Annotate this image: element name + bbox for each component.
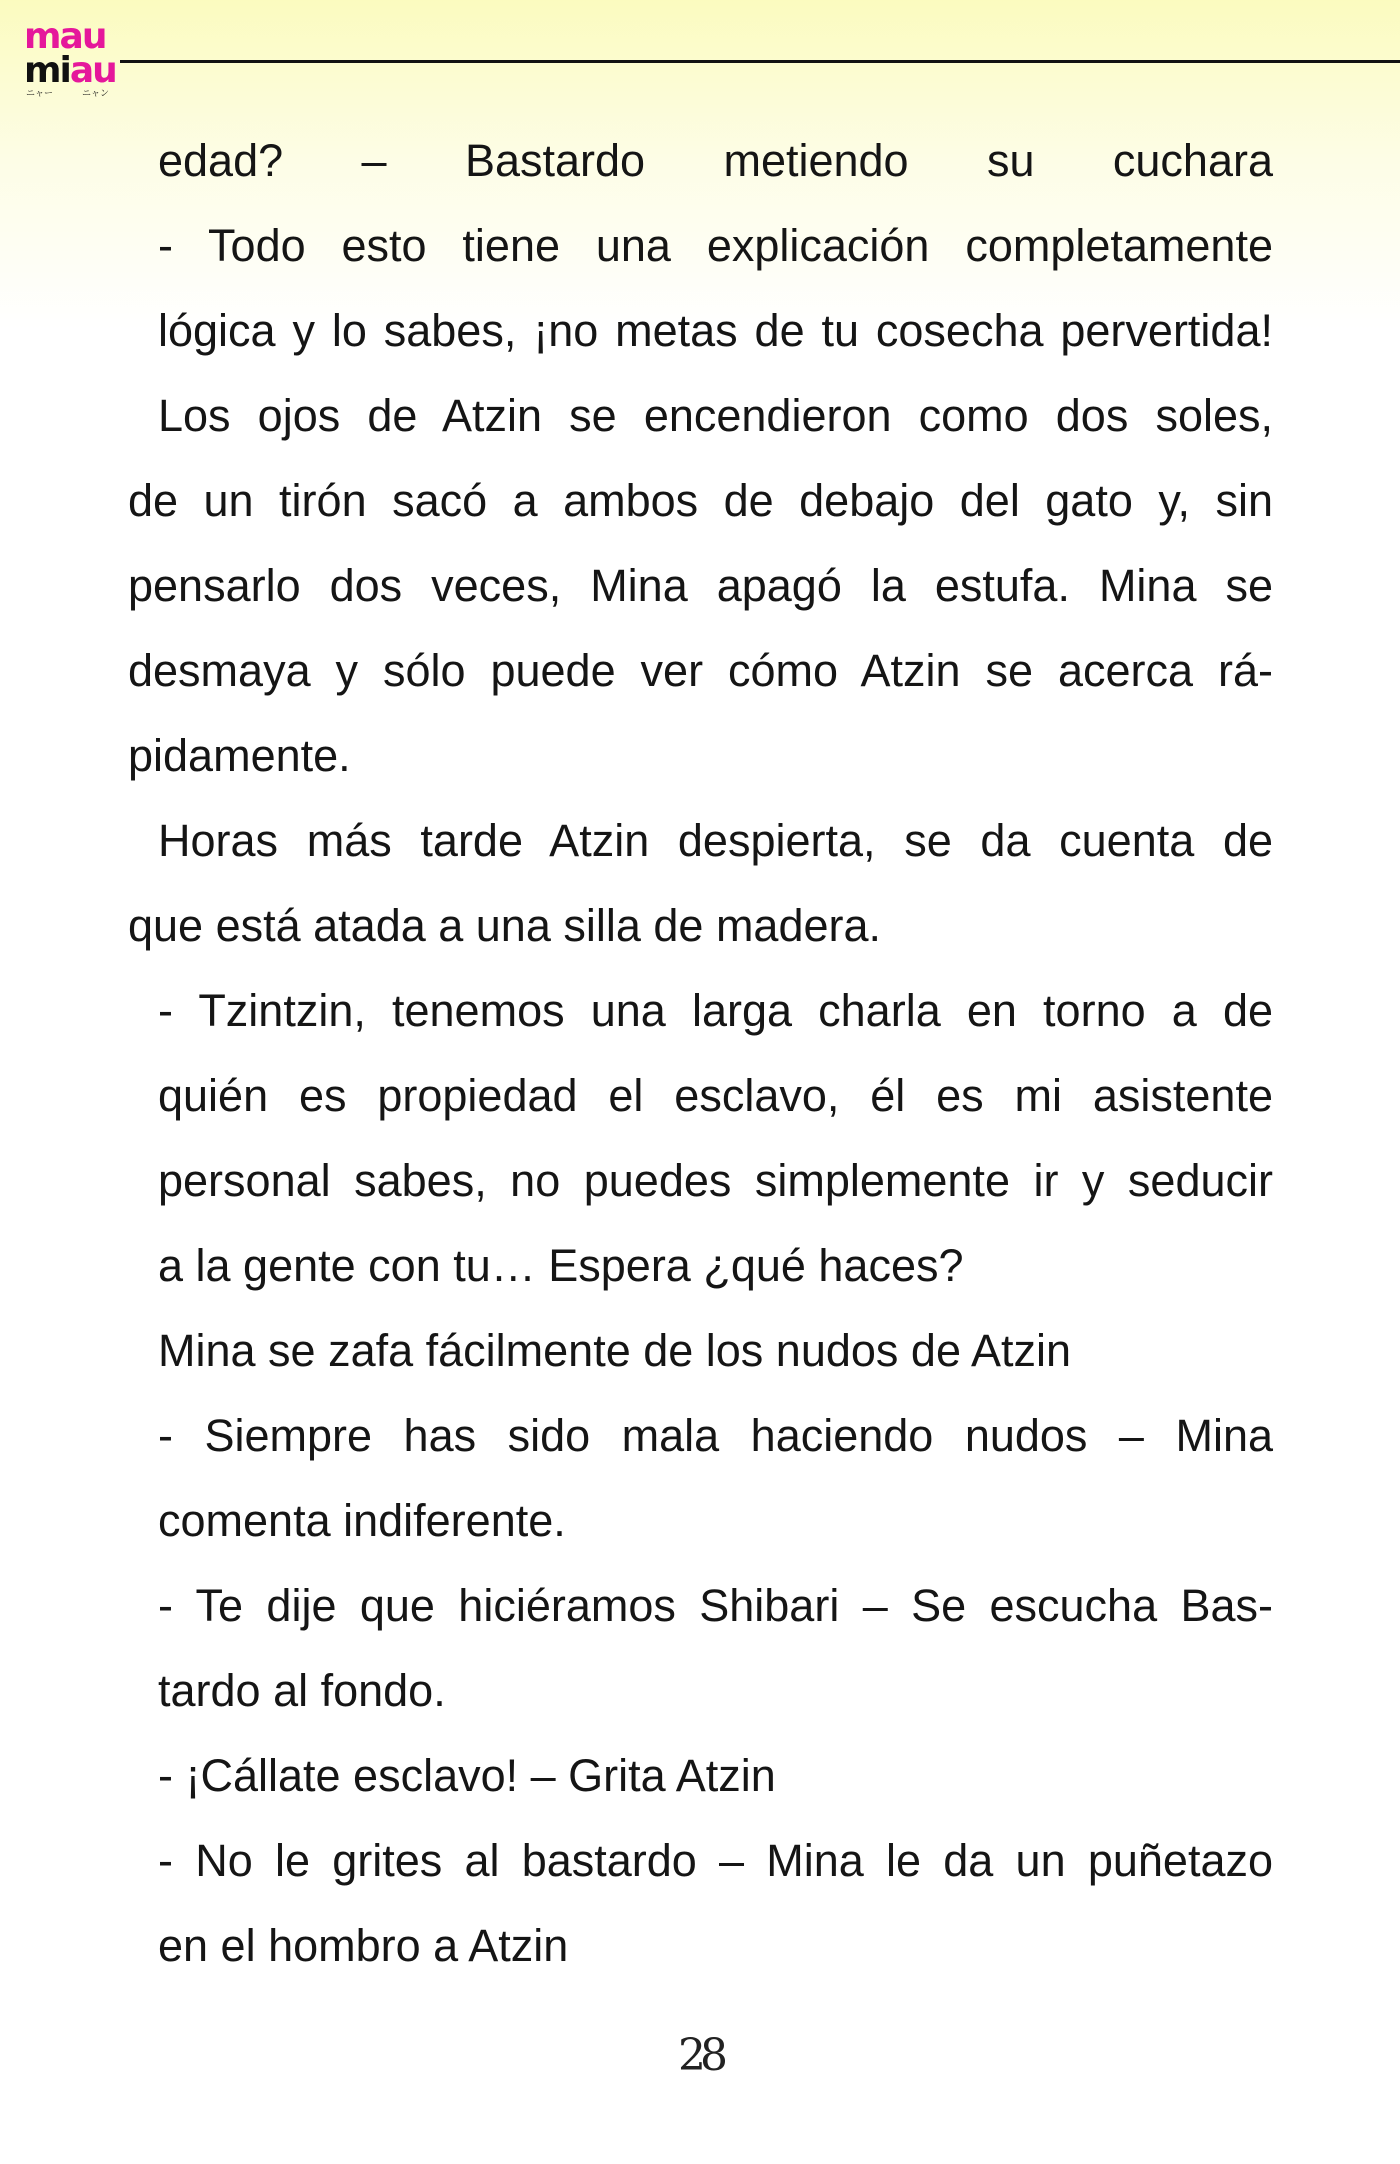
logo-line-2: miau <box>24 50 116 91</box>
text-line: - No le grites al bastardo – Mina le da un puñetazo <box>158 1835 1273 1886</box>
logo-line-1: mau <box>24 22 106 57</box>
text-line: Los ojos de Atzin se encendieron como dos soles, <box>158 390 1273 441</box>
text-line: - Tzintzin, tenemos una larga charla en torno a de <box>158 985 1273 1036</box>
maumiau-logo <box>24 22 132 100</box>
text-line: edad? – Bastardo metiendo su cuchara <box>158 135 1273 186</box>
page-text <box>128 118 1273 1988</box>
text-line: pidamente. <box>128 730 351 781</box>
text-line: - Todo esto tiene una explicación completamente <box>158 220 1273 271</box>
header-rule <box>120 60 1400 63</box>
text-line: desmaya y sólo puede ver cómo Atzin se acerca rá- <box>128 645 1273 696</box>
logo-sub-right: ニャン <box>82 89 110 99</box>
text-line: en el hombro a Atzin <box>158 1920 569 1971</box>
text-line: de un tirón sacó a ambos de debajo del gato y, sin <box>128 475 1273 526</box>
text-line: - Te dije que hiciéramos Shibari – Se escucha Bas- <box>158 1580 1273 1631</box>
text-line: quién es propiedad el esclavo, él es mi asistente <box>158 1070 1273 1121</box>
text-line: comenta indiferente. <box>158 1495 566 1546</box>
text-line: Horas más tarde Atzin despierta, se da cuenta de <box>158 815 1273 866</box>
text-line: Mina se zafa fácilmente de los nudos de Atzin <box>158 1325 1072 1376</box>
text-line: tardo al fondo. <box>158 1665 446 1716</box>
text-line: personal sabes, no puedes simplemente ir y seducir <box>158 1155 1273 1206</box>
text-line: pensarlo dos veces, Mina apagó la estufa. Mina se <box>128 560 1273 611</box>
page-number: 28 <box>678 2030 722 2081</box>
text-line: - ¡Cállate esclavo! – Grita Atzin <box>158 1750 776 1801</box>
logo-sub-left: ニャー <box>26 89 54 99</box>
text-line: que está atada a una silla de madera. <box>128 900 882 951</box>
text-line: a la gente con tu… Espera ¿qué haces? <box>158 1240 964 1291</box>
text-line: - Siempre has sido mala haciendo nudos – Mina <box>158 1410 1273 1461</box>
text-line: lógica y lo sabes, ¡no metas de tu cosecha pervertida! <box>158 305 1273 356</box>
